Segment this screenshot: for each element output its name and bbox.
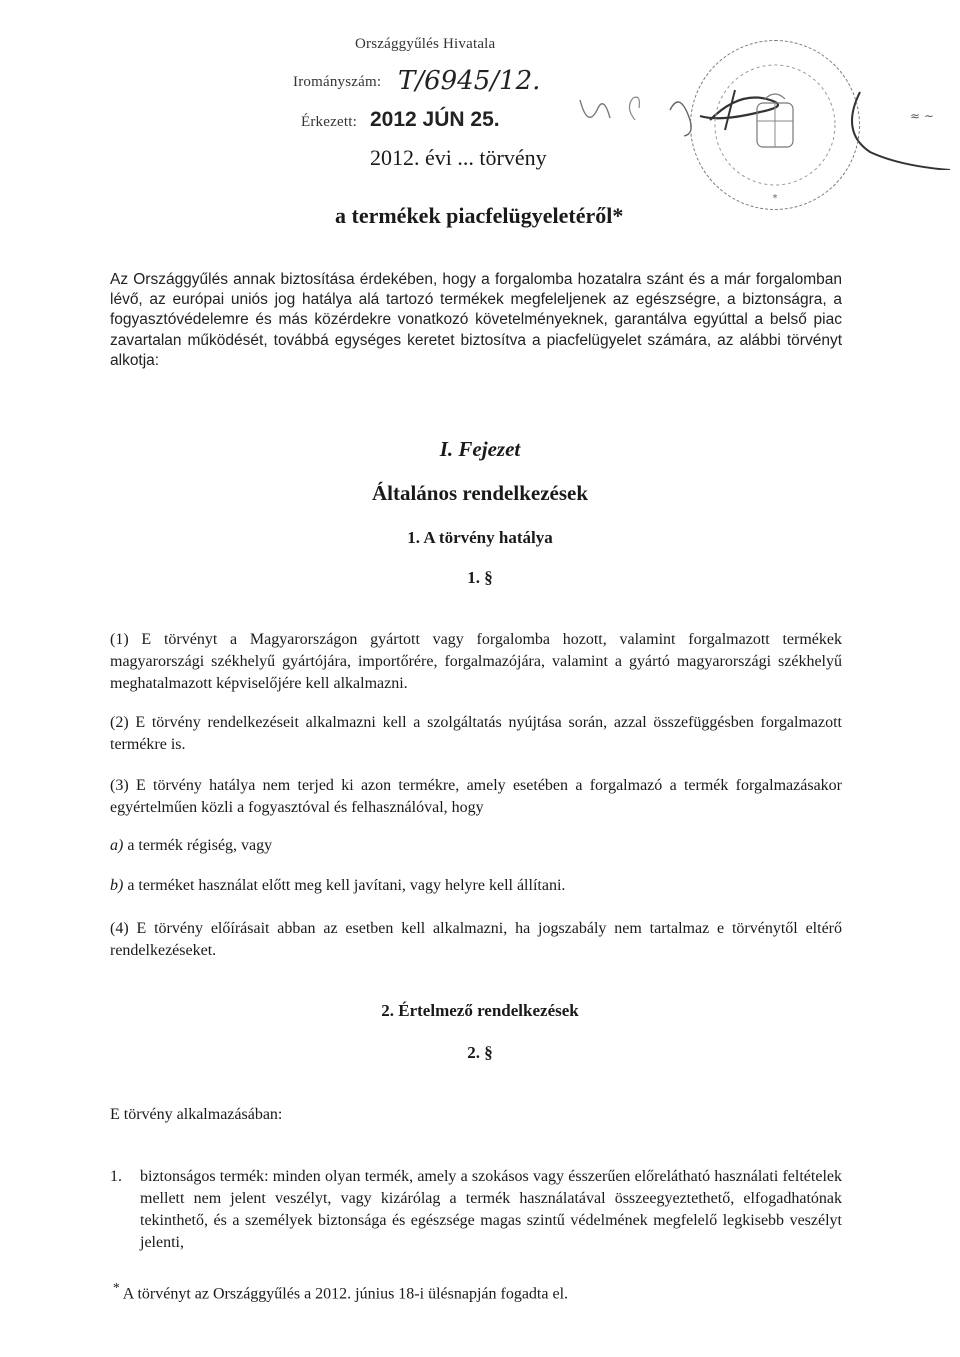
footnote [113,1280,853,1303]
definition-1-number: 1. [110,1168,122,1185]
section-1-title: 1. A törvény hatálya [407,528,553,547]
paragraph-2: (2) E törvény rendelkezéseit alkalmazni kell a szolgáltatás nyújtása során, azzal összefüggésben forgalmazott termékre is. [110,714,842,753]
chapter-title: Általános rendelkezések [371,481,589,505]
svg-text:*: * [772,193,778,204]
list-item-b-mark: b) [110,877,124,894]
list-item-a [110,835,842,857]
law-title: 2012. évi ... törvény [370,145,547,170]
list-item-b [110,875,842,897]
list-item-a-mark: a) [110,837,124,854]
stamp-office: Országgyűlés Hivatala [355,36,496,52]
section-2-mark: 2. § [467,1043,493,1062]
stamp-reg-label: Irományszám: [293,74,382,90]
stamp-received-date: 2012 JÚN 25. [370,108,500,131]
list-item-b-text: a terméket használat előtt meg kell javítani, vagy helyre kell állítani. [127,877,566,894]
section-1-mark: 1. § [467,568,493,587]
preamble-paragraph: Az Országgyűlés annak biztosítása érdekében, hogy a forgalomba hozatalra szánt és a már forgalomban lévő, az európai uniós jog hatálya alá tartozó termékek megfeleljenek az egészségre, a biztonságra, a fogyasztóvédelemre és más közérdekre vonatkozó követelményeknek, garantálva egyúttal a belső piac zavartalan működését, továbbá egységes keretet biztosítva a piacfelügyelet számára, az alábbi törvényt alkotja: [110,271,842,369]
paragraph-4: (4) E törvény előírásait abban az esetben kell alkalmazni, ha jogszabály nem tartalmaz e törvénytől eltérő rendelkezéseket. [110,920,842,959]
definitions-intro: E törvény alkalmazásában: [110,1106,283,1123]
ministry-seal-icon [690,40,860,210]
law-subtitle: a termékek piacfelügyeletéről* [335,203,624,228]
paragraph-1: (1) E törvényt a Magyarországon gyártott vagy forgalomba hozott, valamint forgalmazott termékek magyarországi székhelyű gyártójára, importőrére, forgalmazójára, valamint a gyártó magyarországi székhelyű meghatalmazott képviselőjére kell alkalmazni. [110,631,842,692]
chapter-label: I. Fejezet [439,437,521,461]
footnote-text: A törvényt az Országgyűlés a 2012. június 18-i ülésnapján fogadta el. [122,1285,569,1303]
list-item-a-text: a termék régiség, vagy [127,837,273,854]
definition-1-text: biztonságos termék: minden olyan termék, amely a szokásos vagy ésszerűen előrelátható használati feltételek mellett nem jelent veszélyt, vagy kizárólag a termék használatával összeegyeztethető, elfogadhatónak tekinthető, és a személyek biztonsága és egészsége magas szintű védelmének megfelelő legkisebb veszélyt jelenti, [140,1168,842,1251]
section-2-title: 2. Értelmező rendelkezések [381,1001,579,1020]
stamp-reg-number: T/6945/12. [398,66,541,96]
paragraph-3: (3) E törvény hatálya nem terjed ki azon termékre, amely esetében a forgalmazó a termék forgalmazásakor egyértelműen közli a fogyasztóval és felhasználóval, hogy [110,777,842,816]
stamp-received-label: Érkezett: [301,114,357,130]
footnote-mark: * [113,1280,120,1295]
svg-text:≈ ∼: ≈ ∼ [910,109,934,123]
